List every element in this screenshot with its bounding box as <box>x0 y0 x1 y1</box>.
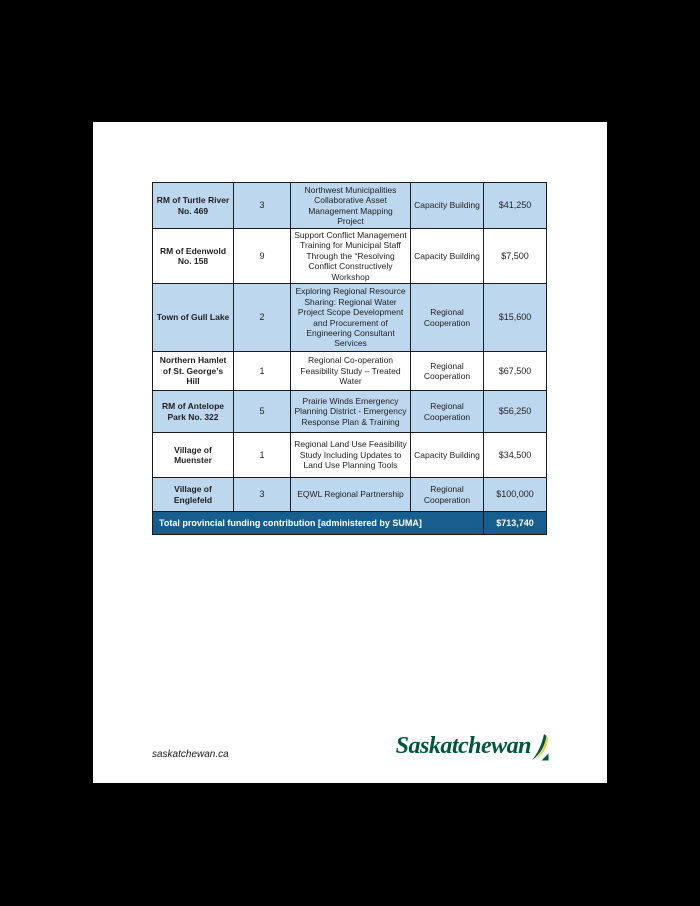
amount-cell: $7,500 <box>484 229 547 284</box>
project-description-cell: Regional Co-operation Feasibility Study – Treated Water <box>291 352 411 391</box>
category-cell: Regional Cooperation <box>411 352 484 391</box>
category-cell: Regional Cooperation <box>411 478 484 512</box>
category-cell: Capacity Building <box>411 433 484 478</box>
table-row <box>153 391 547 433</box>
amount-cell: $15,600 <box>484 284 547 352</box>
project-count-cell: 5 <box>234 391 291 433</box>
municipality-cell: Northern Hamlet of St. George’s Hill <box>153 352 234 391</box>
project-description-cell: Prairie Winds Emergency Planning District - Emergency Response Plan & Training <box>291 391 411 433</box>
category-cell: Capacity Building <box>411 183 484 229</box>
amount-cell: $100,000 <box>484 478 547 512</box>
amount-cell: $34,500 <box>484 433 547 478</box>
municipality-cell: RM of Turtle River No. 469 <box>153 183 234 229</box>
category-cell: Regional Cooperation <box>411 391 484 433</box>
project-description-cell: Regional Land Use Feasibility Study Including Updates to Land Use Planning Tools <box>291 433 411 478</box>
project-count-cell: 1 <box>234 352 291 391</box>
table-row <box>153 352 547 391</box>
category-cell: Capacity Building <box>411 229 484 284</box>
wheat-swoosh-icon <box>532 734 549 761</box>
table-row <box>153 284 547 352</box>
amount-cell: $67,500 <box>484 352 547 391</box>
footer-url: saskatchewan.ca <box>152 749 229 760</box>
municipality-cell: Town of Gull Lake <box>153 284 234 352</box>
project-count-cell: 3 <box>234 183 291 229</box>
category-cell: Regional Cooperation <box>411 284 484 352</box>
project-description-cell: EQWL Regional Partnership <box>291 478 411 512</box>
funding-table <box>152 182 547 535</box>
project-count-cell: 2 <box>234 284 291 352</box>
municipality-cell: RM of Edenwold No. 158 <box>153 229 234 284</box>
municipality-cell: Village of Muenster <box>153 433 234 478</box>
saskatchewan-logo <box>396 733 549 761</box>
project-description-cell: Support Conflict Management Training for Municipal Staff Through the “Resolving Conflict Constructively Workshop <box>291 229 411 284</box>
amount-cell: $41,250 <box>484 183 547 229</box>
project-description-cell: Exploring Regional Resource Sharing: Regional Water Project Scope Development and Procurement of Engineering Consultant Services <box>291 284 411 352</box>
table-row <box>153 433 547 478</box>
table-row <box>153 229 547 284</box>
logo-wordmark: Saskatchewan <box>395 733 531 759</box>
municipality-cell: RM of Antelope Park No. 322 <box>153 391 234 433</box>
document-page <box>93 122 607 783</box>
project-description-cell: Northwest Municipalities Collaborative Asset Management Mapping Project <box>291 183 411 229</box>
municipality-cell: Village of Englefeld <box>153 478 234 512</box>
total-label: Total provincial funding contribution [administered by SUMA] <box>153 512 484 535</box>
project-count-cell: 3 <box>234 478 291 512</box>
total-row <box>153 512 547 535</box>
table-row <box>153 183 547 229</box>
total-amount: $713,740 <box>484 512 547 535</box>
amount-cell: $56,250 <box>484 391 547 433</box>
project-count-cell: 9 <box>234 229 291 284</box>
project-count-cell: 1 <box>234 433 291 478</box>
table-row <box>153 478 547 512</box>
